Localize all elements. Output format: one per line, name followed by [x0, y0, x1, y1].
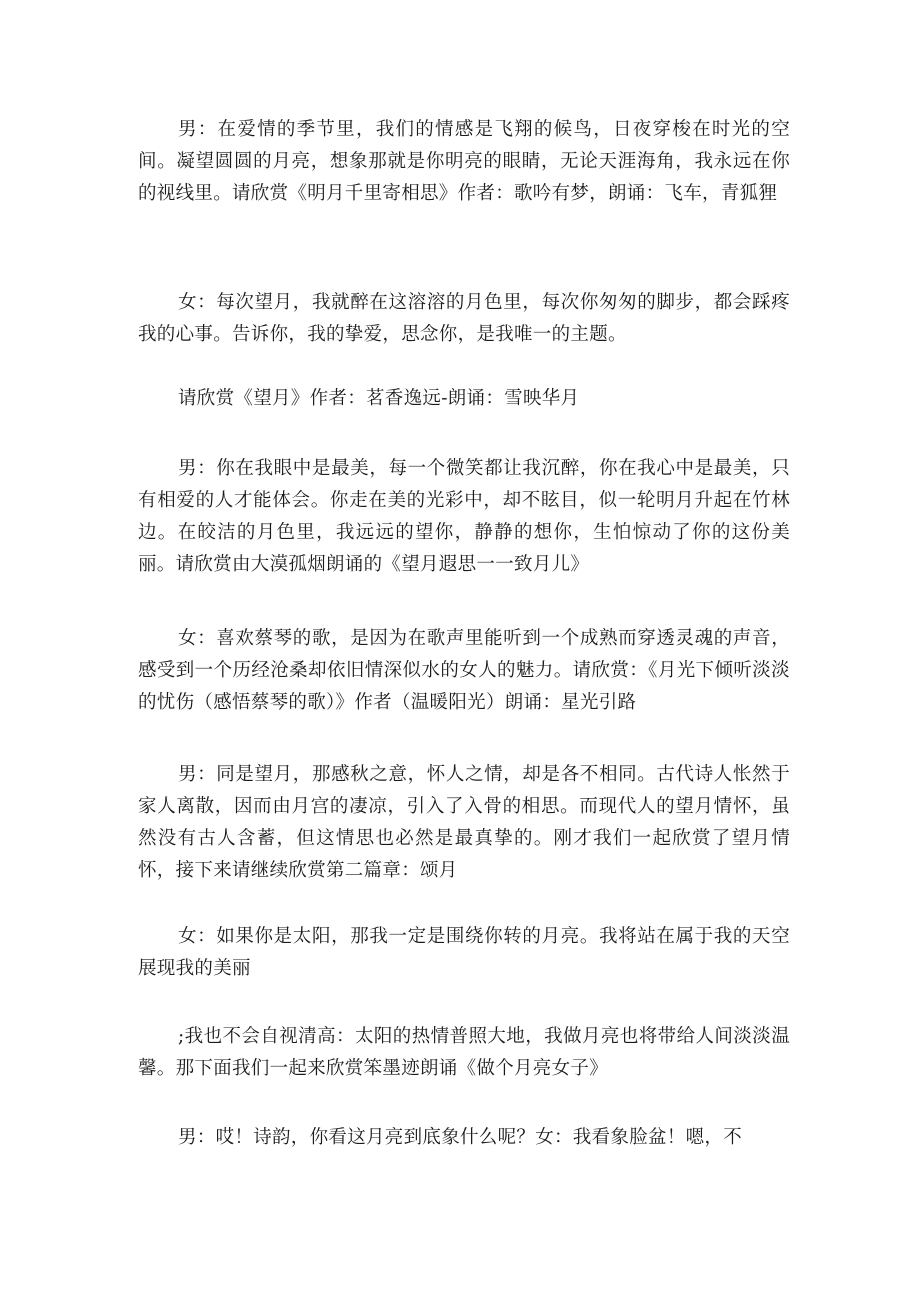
paragraph-4: 男：你在我眼中是最美，每一个微笑都让我沉醉，你在我心中是最美，只有相爱的人才能体会。你走在美的光彩中，却不眩目，似一轮明月升起在竹林边。在皎洁的月色里，我远远的望你，静静的想你，生怕惊动了你的这份美丽。请欣赏由大漠孤烟朗诵的《望月遐思一一致月儿》	[138, 458, 790, 575]
paragraph-7: 女：如果你是太阳，那我一定是围绕你转的月亮。我将站在属于我的天空展现我的美丽	[138, 926, 790, 979]
paragraph-2: 女：每次望月，我就醉在这溶溶的月色里，每次你匆匆的脚步，都会踩疼我的心事。告诉你，我的挚爱，思念你，是我唯一的主题。	[138, 292, 790, 345]
paragraph-3: 请欣赏《望月》作者：茗香逸远-朗诵：雪映华月	[178, 388, 580, 409]
paragraph-6: 男：同是望月，那感秋之意，怀人之情，却是各不相同。古代诗人怅然于家人离散，因而由月宫的凄凉，引入了入骨的相思。而现代人的望月情怀，虽然没有古人含蓄，但这情思也必然是最真挚的。刚才我们一起欣赏了望月情怀，接下来请继续欣赏第二篇章：颂月	[138, 764, 790, 881]
paragraph-5: 女：喜欢蔡琴的歌，是因为在歌声里能听到一个成熟而穿透灵魂的声音，感受到一个历经沧桑却依旧情深似水的女人的魅力。请欣赏：《月光下倾听淡淡的忧伤（感悟蔡琴的歌）》作者（温暖阳光）朗诵：星光引路	[138, 628, 790, 713]
paragraph-8: ;我也不会自视清高：太阳的热情普照大地，我做月亮也将带给人间淡淡温馨。那下面我们一起来欣赏笨墨迹朗诵《做个月亮女子》	[138, 1026, 790, 1079]
paragraph-1: 男：在爱情的季节里，我们的情感是飞翔的候鸟，日夜穿梭在时光的空间。凝望圆圆的月亮，想象那就是你明亮的眼睛，无论天涯海角，我永远在你的视线里。请欣赏《明月千里寄相思》作者：歌吟有梦，朗诵：飞车，青狐狸	[138, 119, 790, 204]
paragraph-9: 男：哎！诗韵，你看这月亮到底象什么呢？女：我看象脸盆！嗯，不	[178, 1127, 743, 1148]
